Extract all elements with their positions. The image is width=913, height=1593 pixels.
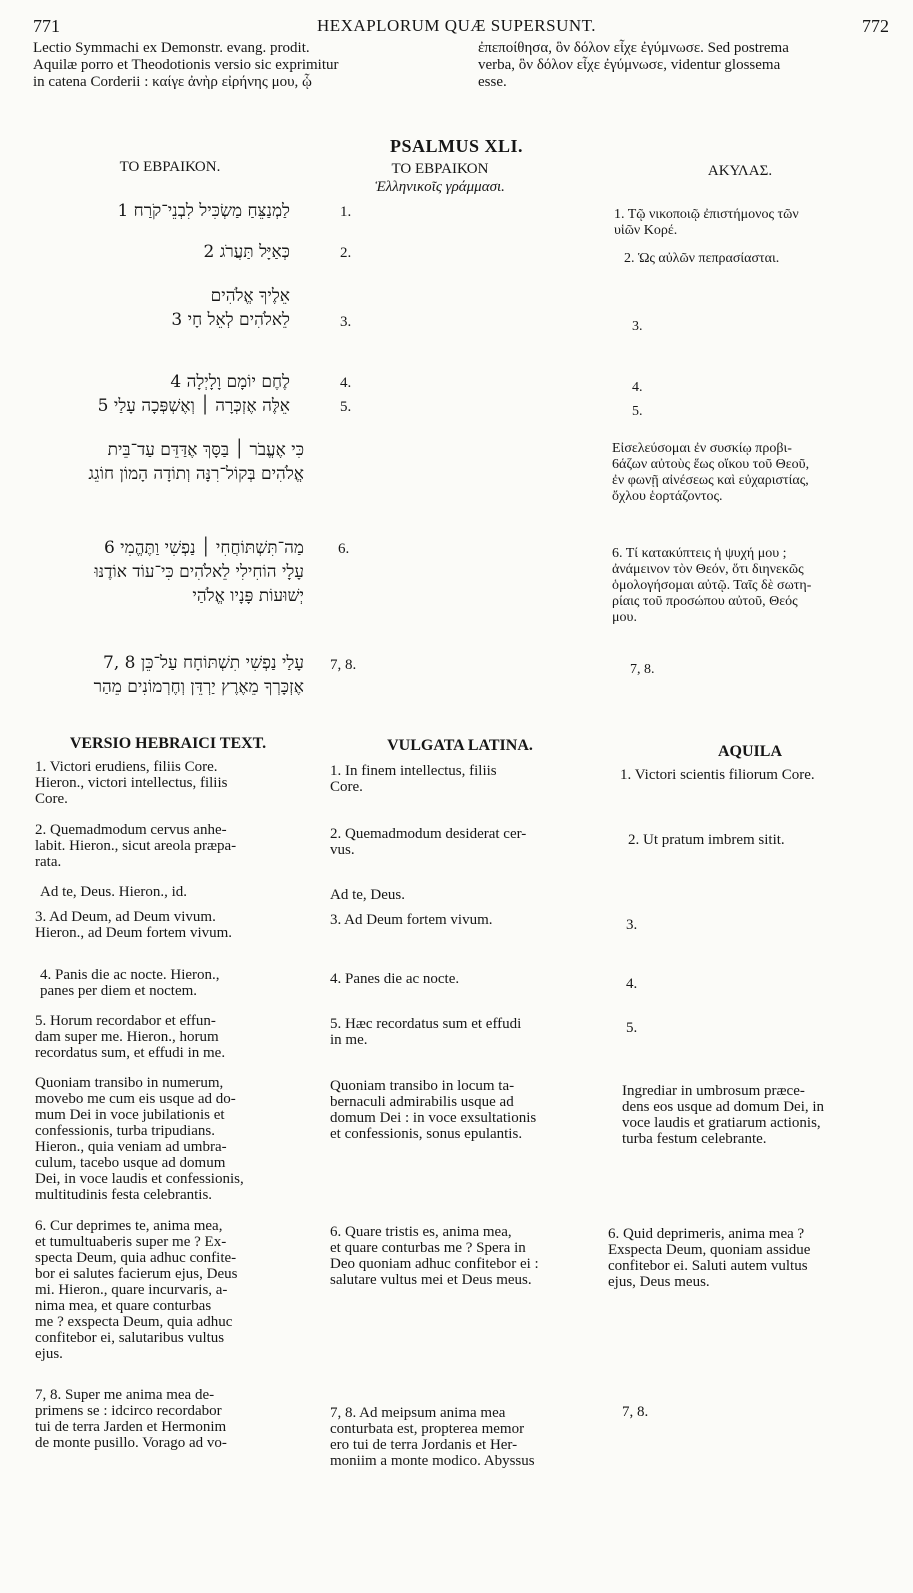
versio-line: recordatus sum, et effudi in me.: [35, 1045, 226, 1061]
hebrew-cell: [40, 394, 290, 418]
hebrew-line: עָלָי הוֹחִילִי לֵאלֹהִים כִּי־עוֹד אוֹדֶנּוּ: [94, 562, 304, 582]
hebrew-line: כִּי אֶעֱבֹר ׀ בַּסָּךְ אֶדַּדֵּם עַד־בֵּית: [107, 440, 304, 460]
vulgata-cell: [330, 912, 492, 928]
versio-line: rata.: [35, 854, 62, 870]
greek-cell: [632, 404, 643, 420]
vulgata-line: vus.: [330, 842, 355, 858]
vulgata-line: domum Dei : in voce exsultationis: [330, 1110, 537, 1126]
versio-cell: [35, 1013, 225, 1061]
greek-line: ὄχλου ἑορτάζοντος.: [612, 489, 723, 504]
hebrew-line: עָלַי נַפְשִׁי תִשְׁתּוֹחָח עַל־כֵּן 8 ,7: [102, 653, 304, 673]
vulgata-cell: [330, 1224, 539, 1288]
intro-column-right: [478, 40, 890, 91]
header-aquila-greek: ΑΚΥΛΑΣ.: [707, 163, 773, 179]
versio-line: confessionis, turba tripudians.: [35, 1123, 215, 1139]
aquila-line: 6. Quid deprimeris, anima mea ?: [608, 1226, 805, 1242]
vulgata-line: 1. In finem intellectus, filiis: [330, 763, 497, 779]
hebrew-cell: [34, 438, 304, 486]
greek-line: 1. Τῷ νικοποιῷ ἐπιστήμονος τῶν: [614, 207, 799, 222]
aquila-line: dens eos usque ad domum Dei, in: [622, 1099, 825, 1115]
intro-line: verba, ὃν δόλον εἶχε ἐγύμνωσε, videntur glossema: [478, 57, 781, 73]
aquila-cell: [622, 1404, 648, 1420]
versio-line: 5. Horum recordabor et effun-: [35, 1013, 216, 1029]
greek-cell: [624, 251, 779, 267]
versio-line: dam super me. Hieron., horum: [35, 1029, 219, 1045]
aquila-line: 2. Ut pratum imbrem sitit.: [628, 832, 785, 848]
versio-line: culum, tacebo usque ad domum: [35, 1155, 226, 1171]
psalm-title: PSALMUS XLI.: [389, 136, 524, 156]
greek-line: Εἰσελεύσομαι ἐν συσκίῳ προβι-: [612, 441, 792, 456]
hebrew-line: אֵלֶיךָ אֱלֹהִים: [210, 286, 290, 306]
hebrew-cell: [34, 536, 304, 608]
vulgata-line: et confessionis, sonus epulantis.: [330, 1126, 523, 1142]
versio-cell: [35, 909, 232, 941]
versio-line: 1. Victori erudiens, filiis Core.: [35, 759, 218, 775]
verse-number: 7, 8.: [330, 657, 357, 673]
aquila-line: ejus, Deus meus.: [608, 1274, 710, 1290]
greek-line: ἀνάμεινον τὸν Θεόν, ὅτι διηνεκῶς: [612, 562, 804, 577]
vulgata-cell: [330, 1405, 535, 1469]
aquila-cell: [608, 1226, 810, 1290]
hebrew-line: מַה־תִּשְׁתּוֹחֲחִי ׀ נַפְשִׁי וַתֶּהֱמִי 6: [103, 538, 304, 558]
hebrew-line: אֵלֶּה אֶזְכְּרָה ׀ וְאֶשְׁפְּכָה עָלַי 5: [97, 396, 290, 416]
vulgata-line: salutare vultus mei et Deus meus.: [330, 1272, 532, 1288]
versio-cell: [40, 884, 187, 900]
verse-number: 4.: [340, 375, 352, 391]
aquila-line: 7, 8.: [622, 1404, 649, 1420]
intro-line: esse.: [478, 74, 507, 90]
vulgata-line: 2. Quemadmodum desiderat cer-: [330, 826, 527, 842]
header-vulgata: VULGATA LATINA.: [387, 737, 533, 754]
hebrew-cell: [34, 651, 304, 699]
versio-line: multitudinis festa celebrantis.: [35, 1187, 213, 1203]
vulgata-line: 7, 8. Ad meipsum anima mea: [330, 1405, 506, 1421]
intro-column-left: [33, 40, 465, 91]
intro-line: Aquilæ porro et Theodotionis versio sic exprimitur: [33, 57, 339, 73]
greek-line: 4.: [632, 380, 643, 395]
running-title: HEXAPLORUM QUÆ SUPERSUNT.: [316, 16, 597, 35]
versio-line: 7, 8. Super me anima mea de-: [35, 1387, 215, 1403]
aquila-line: confitebor ei. Saluti autem vultus: [608, 1258, 808, 1274]
hebrew-cell: [40, 199, 290, 223]
vulgata-cell: [330, 887, 405, 903]
versio-line: mum Dei in voce jubilationis et: [35, 1107, 225, 1123]
versio-line: 4. Panis die ac nocte. Hieron.,: [40, 967, 220, 983]
vulgata-line: 5. Hæc recordatus sum et effudi: [330, 1016, 522, 1032]
vulgata-line: et quare conturbas me ? Spera in: [330, 1240, 526, 1256]
verse-number: 6.: [338, 541, 350, 557]
aquila-cell: [620, 767, 815, 783]
greek-cell: [612, 546, 811, 626]
vulgata-line: in me.: [330, 1032, 368, 1048]
header-transliterated-sub: Ἑλληνικοῖς γράμμασι.: [375, 179, 505, 195]
hebrew-cell: [40, 240, 290, 264]
intro-line: in catena Corderii : καίγε ἀνὴρ εἰρήνης μου, ᾧ: [33, 74, 312, 90]
hebrew-cell: [40, 370, 290, 394]
greek-line: 6. Τί κατακύπτεις ἡ ψυχή μου ;: [612, 546, 787, 561]
greek-cell: [632, 319, 643, 335]
greek-cell: [630, 662, 655, 678]
vulgata-line: Ad te, Deus.: [330, 887, 405, 903]
page-number-right: 772: [862, 16, 889, 36]
aquila-line: 4.: [626, 976, 638, 992]
greek-line: 2. Ὡς αὐλῶν πεπρασίασται.: [624, 251, 780, 266]
intro-line: ἐπεποίθησα, ὃν δόλον εἶχε ἐγύμνωσε. Sed postrema: [478, 40, 789, 56]
hebrew-line: לֶחֶם יוֹמָם וָלָיְלָה 4: [170, 372, 290, 392]
hebrew-line: לֵאלֹהִים לְאֵל חָי 3: [171, 310, 290, 330]
aquila-line: 3.: [626, 917, 638, 933]
greek-cell: [614, 207, 799, 239]
aquila-line: Exspecta Deum, quoniam assidue: [608, 1242, 811, 1258]
vulgata-cell: [330, 1016, 521, 1048]
verse-number: 5.: [340, 399, 352, 415]
vulgata-line: Deo quoniam adhuc confitebor ei :: [330, 1256, 539, 1272]
versio-line: panes per diem et noctem.: [40, 983, 198, 999]
greek-line: ρίαις τοῦ προσώπου αὐτοῦ, Θεός: [612, 594, 798, 609]
hebrew-line: אֱלֹהִים בְּקוֹל־רִנָּה וְתוֹדָה הָמוֹן חוֹגֵג: [88, 464, 304, 484]
hebrew-line: אֶזְכָּרְךָ מֵאֶרֶץ יַרְדֵּן וְחֶרְמוֹנִים מֵהַר: [93, 677, 304, 697]
greek-line: υἱῶν Κορέ.: [614, 223, 678, 238]
versio-line: me ? exspecta Deum, quia adhuc: [35, 1314, 233, 1330]
hebrew-line: כְּאַיָּל תַּעֲרֹג 2: [203, 242, 290, 262]
versio-line: tui de terra Jarden et Hermonim: [35, 1419, 227, 1435]
aquila-cell: [622, 1083, 824, 1147]
verse-number: 2.: [340, 245, 352, 261]
greek-line: ὁμολογήσομαι αὐτῷ. Ταῖς δὲ σωτη-: [612, 578, 812, 593]
vulgata-line: 4. Panes die ac nocte.: [330, 971, 460, 987]
versio-line: primens se : idcirco recordabor: [35, 1403, 222, 1419]
vulgata-cell: [330, 971, 459, 987]
greek-line: 3.: [632, 319, 643, 334]
versio-line: labit. Hieron., sicut areola præpa-: [35, 838, 237, 854]
aquila-cell: [628, 832, 785, 848]
header-aquila-latin: AQUILA: [717, 743, 782, 760]
versio-line: 6. Cur deprimes te, anima mea,: [35, 1218, 223, 1234]
aquila-line: turba festum celebrante.: [622, 1131, 767, 1147]
vulgata-line: bernaculi admirabilis usque ad: [330, 1094, 514, 1110]
greek-line: 7, 8.: [630, 662, 655, 677]
greek-line: μου.: [612, 610, 637, 625]
vulgata-line: Core.: [330, 779, 363, 795]
hebrew-line: יְשׁוּעוֹת פָּנָיו אֱלֹהַי: [192, 586, 304, 606]
versio-line: Quoniam transibo in numerum,: [35, 1075, 224, 1091]
greek-line: ἐν φωνῇ αἰνέσεως καὶ εὐχαριστίας,: [612, 473, 809, 488]
aquila-line: 1. Victori scientis filiorum Core.: [620, 767, 815, 783]
versio-line: Hieron., victori intellectus, filiis: [35, 775, 228, 791]
aquila-cell: [626, 976, 637, 992]
versio-line: Hieron., ad Deum fortem vivum.: [35, 925, 233, 941]
vulgata-line: Quoniam transibo in locum ta-: [330, 1078, 515, 1094]
hebrew-line: לַמְנַצֵּחַ מַשְׂכִּיל לִבְנֵי־קֹרַח 1: [117, 201, 290, 221]
greek-line: 5.: [632, 404, 643, 419]
versio-line: 3. Ad Deum, ad Deum vivum.: [35, 909, 216, 925]
versio-line: 2. Quemadmodum cervus anhe-: [35, 822, 227, 838]
versio-line: de monte pusillo. Vorago ad vo-: [35, 1435, 227, 1451]
verse-number: 1.: [340, 204, 352, 220]
verse-number: 3.: [340, 314, 352, 330]
aquila-line: 5.: [626, 1020, 638, 1036]
aquila-cell: [626, 1020, 637, 1036]
vulgata-line: moniim a monte modico. Abyssus: [330, 1453, 535, 1469]
versio-cell: [35, 1218, 237, 1362]
vulgata-cell: [330, 1078, 536, 1142]
intro-line: Lectio Symmachi ex Demonstr. evang. prodit.: [33, 40, 310, 56]
versio-line: bor ei salutes facierum ejus, Deus: [35, 1266, 238, 1282]
versio-cell: [35, 822, 236, 870]
greek-line: 6άζων αὐτοὺς ἕως οἴκου τοῦ Θεοῦ,: [612, 457, 810, 472]
versio-line: Hieron., quia veniam ad umbra-: [35, 1139, 227, 1155]
versio-line: mi. Hieron., quare incurvaris, a-: [35, 1282, 228, 1298]
header-versio: VERSIO HEBRAICI TEXT.: [69, 735, 267, 752]
header-hebrew: ΤΟ ΕΒΡΑΙΚΟΝ.: [119, 159, 221, 175]
versio-cell: [35, 759, 227, 807]
vulgata-cell: [330, 763, 497, 795]
vulgata-line: conturbata est, propterea memor: [330, 1421, 525, 1437]
aquila-cell: [626, 917, 637, 933]
header-transliterated-title: ΤΟ ΕΒΡΑΙΚΟΝ: [391, 161, 489, 177]
header-transliterated: [340, 160, 540, 196]
aquila-line: voce laudis et gratiarum actionis,: [622, 1115, 821, 1131]
versio-line: Ad te, Deus. Hieron., id.: [40, 884, 188, 900]
greek-cell: [632, 380, 643, 396]
versio-line: Dei, in voce laudis et confessionis,: [35, 1171, 244, 1187]
versio-cell: [35, 1387, 227, 1451]
greek-cell: [612, 441, 809, 505]
page-number-left: 771: [33, 16, 60, 36]
aquila-line: Ingrediar in umbrosum præce-: [622, 1083, 805, 1099]
versio-cell: [35, 1075, 244, 1203]
versio-line: movebo me cum eis usque ad do-: [35, 1091, 236, 1107]
versio-line: nima mea, et quare conturbas: [35, 1298, 212, 1314]
versio-line: et tumultuaberis super me ? Ex-: [35, 1234, 227, 1250]
versio-line: specta Deum, quia adhuc confite-: [35, 1250, 237, 1266]
versio-line: confitebor ei, salutaribus vultus: [35, 1330, 225, 1346]
vulgata-line: 3. Ad Deum fortem vivum.: [330, 912, 493, 928]
versio-line: Core.: [35, 791, 68, 807]
vulgata-line: 6. Quare tristis es, anima mea,: [330, 1224, 512, 1240]
vulgata-line: ero tui de terra Jordanis et Her-: [330, 1437, 518, 1453]
vulgata-cell: [330, 826, 526, 858]
versio-line: ejus.: [35, 1346, 63, 1362]
versio-cell: [40, 967, 220, 999]
hebrew-cell: [40, 284, 290, 332]
